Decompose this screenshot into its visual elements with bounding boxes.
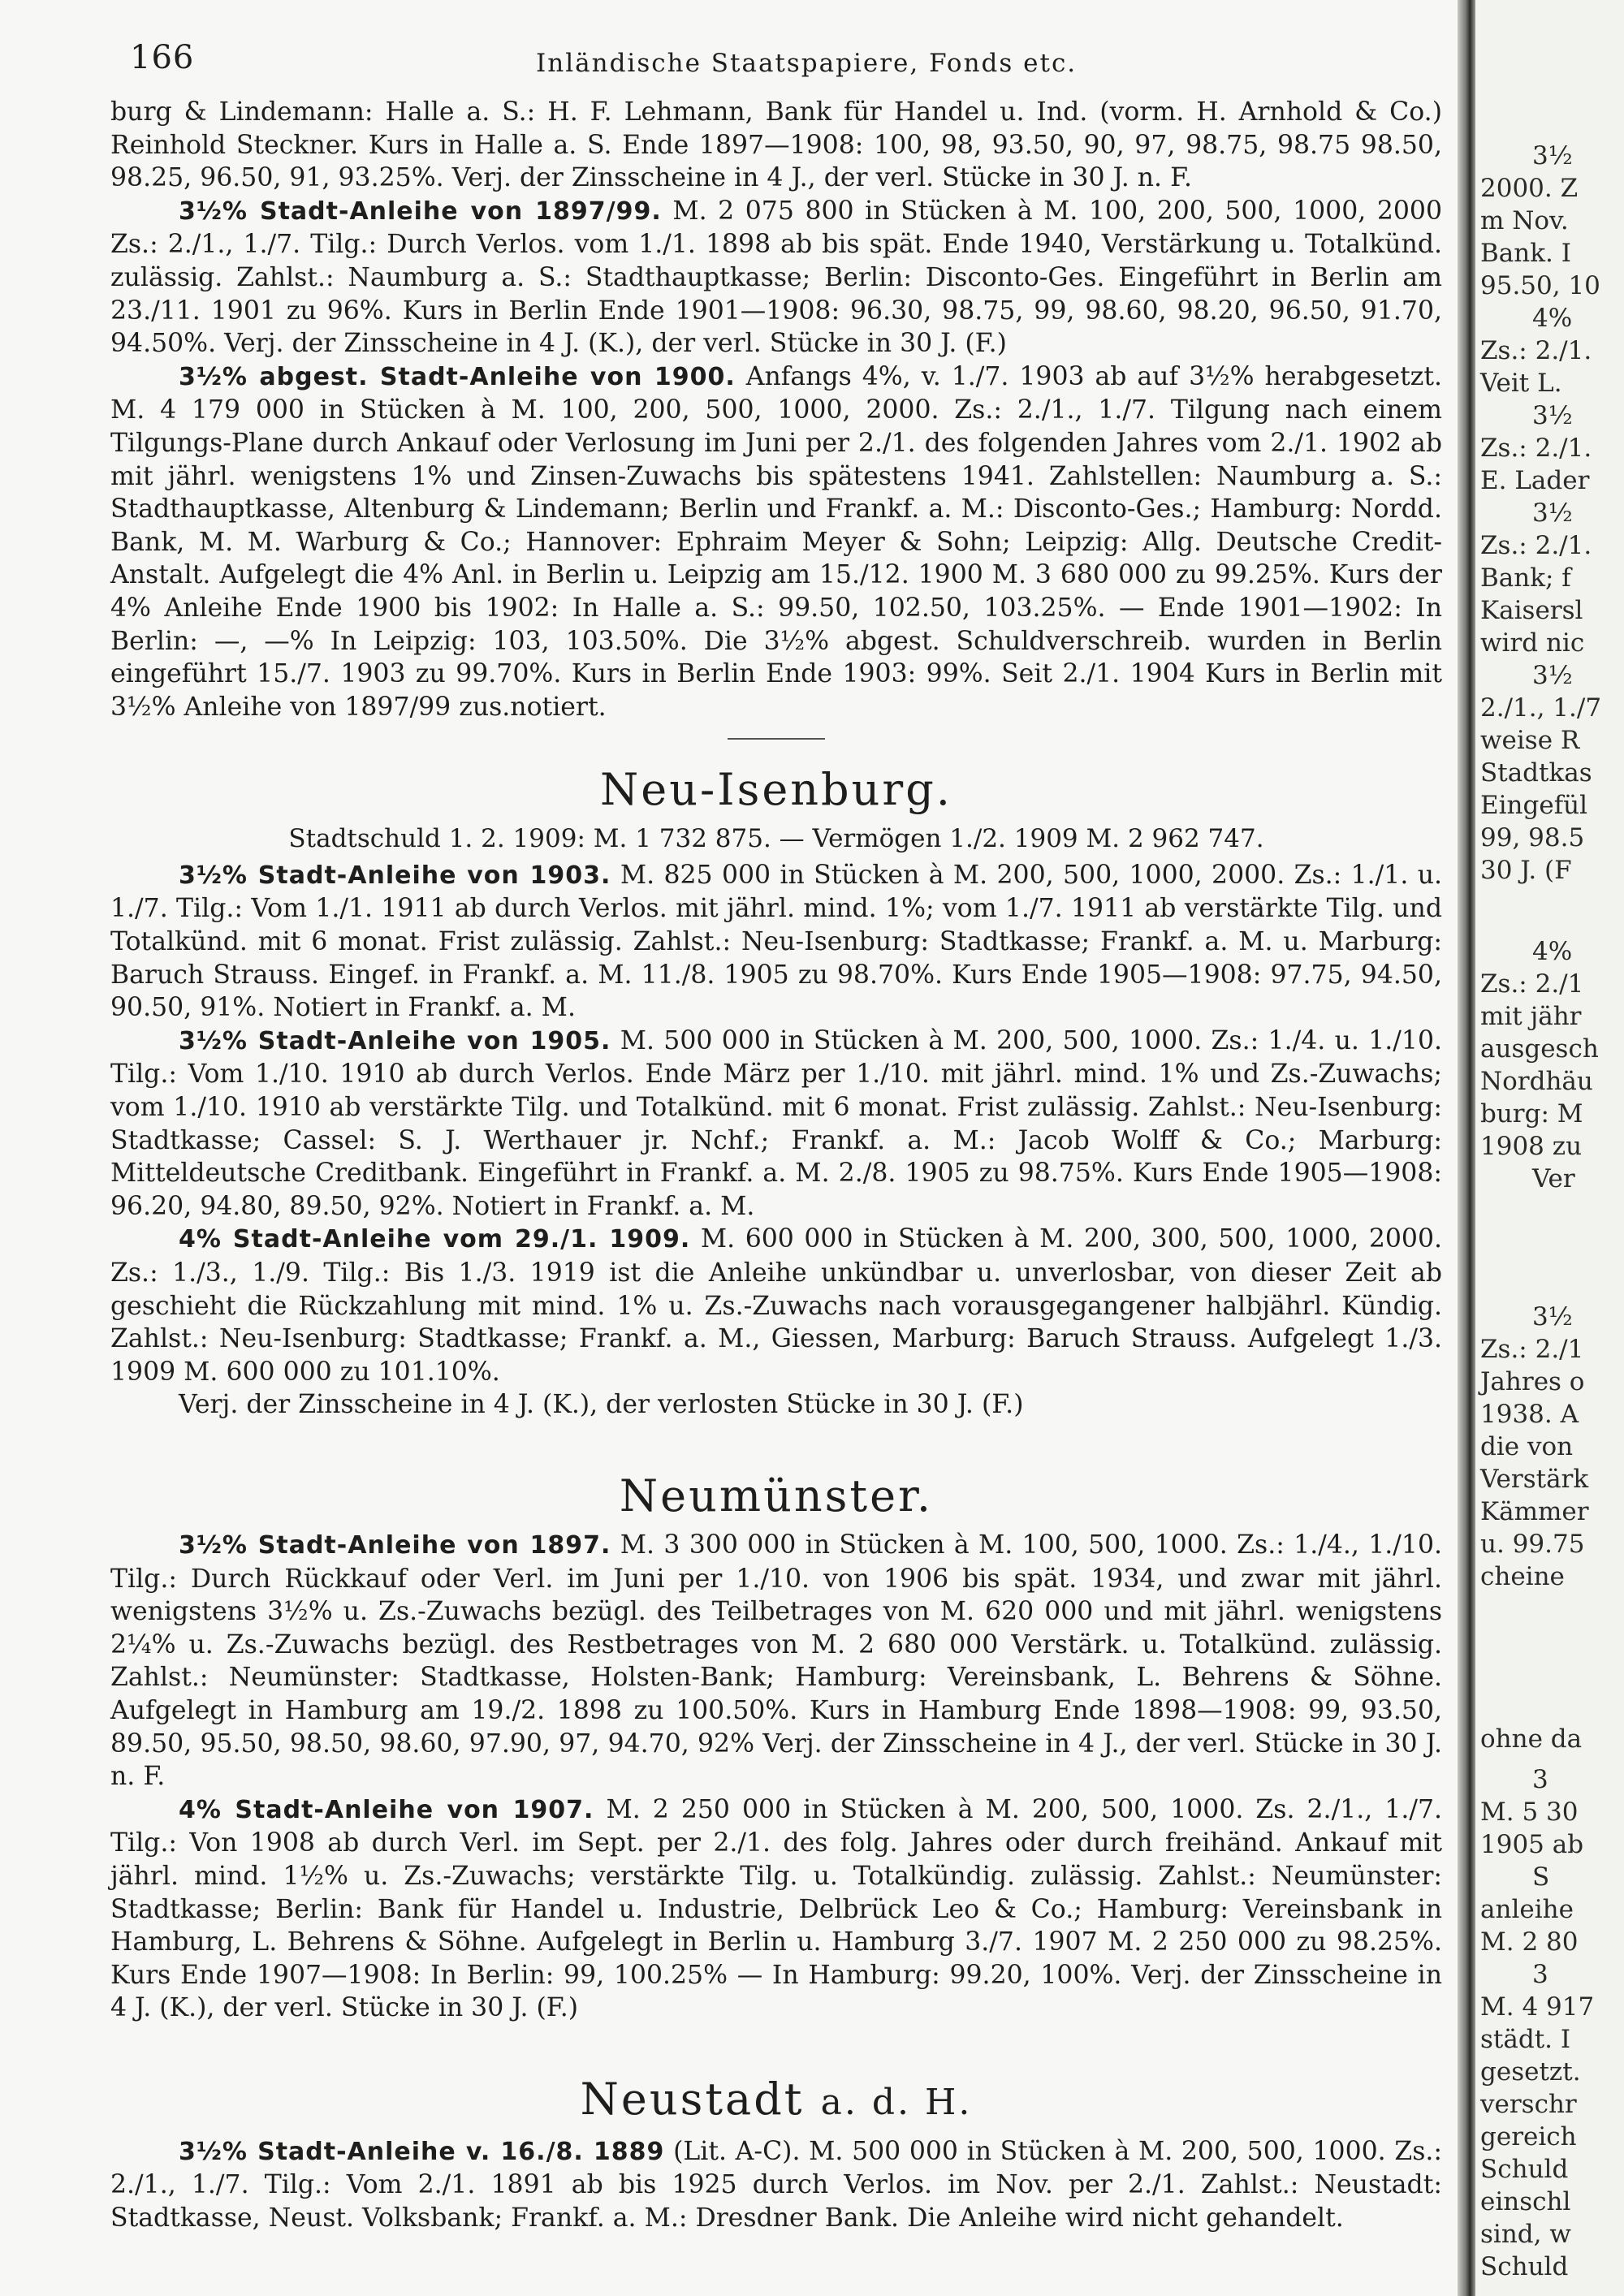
right-page-fragment: 3 [1532, 1765, 1548, 1794]
right-page-fragment: Nordhäu [1480, 1067, 1593, 1096]
section-title-neu-isenburg: Neu-Isenburg. [600, 764, 952, 816]
neu-isenburg-loan-1903 [110, 859, 1442, 1025]
right-page-fragment: 3 [1532, 1960, 1548, 1989]
section-subtitle: Stadtschuld 1. 2. 1909: M. 1 732 875. — Vermögen 1./2. 1909 M. 2 962 747. [288, 824, 1264, 854]
right-page-fragment: 3½ [1532, 401, 1573, 430]
right-page-fragment: Zs.: 2./1. [1480, 434, 1592, 463]
right-page-fragment: Bank. I [1480, 239, 1571, 268]
book-gutter [1458, 0, 1475, 2296]
right-page-fragment: M. 2 80 [1480, 1927, 1579, 1957]
right-page-fragment: 95.50, 10 [1480, 271, 1600, 300]
right-page-fragment: ohne da [1480, 1724, 1583, 1754]
right-page-fragment: gereich [1480, 2122, 1577, 2151]
loan-heading: 3½% Stadt-Anleihe v. 16./8. 1889 [179, 2137, 665, 2166]
running-title: Inländische Staatspapiere, Fonds etc. [536, 49, 1078, 78]
loan-heading: 4% Stadt-Anleihe von 1907. [179, 1795, 594, 1824]
loan-text: M. 600 000 in Stücken à M. 200, 300, 500, 1000, 2000. Zs.: 1./3., 1./9. Tilg.: Bis 1./3. 1919 ist die Anleihe unkündbar u. unverlosbar, von dieser Zeit ab geschieht die Rückzahlung mit mind. 1% u. Zs.-Zuwachs nach vorausgegangener halbjährl. Kündig. Zahlst.: Neu-Isenburg: Stadtkasse; Frankf. a. M., Giessen, Marburg: Baruch Strauss. Aufgelegt 1./3. 1909 M. 600 000 zu 101.10%. [110, 1224, 1442, 1387]
right-page-fragment: 4% [1532, 937, 1573, 966]
right-page-fragment: u. 99.75 [1480, 1530, 1585, 1559]
right-page-fragment: ausgesch [1480, 1034, 1599, 1064]
neustadt-loan-1889 [110, 2135, 1442, 2235]
right-page-fragment: S [1532, 1862, 1550, 1892]
right-page-fragment: Zs.: 2./1. [1480, 336, 1592, 365]
text-column [110, 96, 1442, 2235]
naumburg-loan-1897 [110, 195, 1442, 360]
right-page-fragment: Stadtkas [1480, 758, 1592, 788]
page-number: 166 [130, 39, 195, 76]
loan-text: (Lit. A-C). M. 500 000 in Stücken à M. 200, 500, 1000. Zs.: 2./1., 1./7. Tilg.: Vom 2./1. 1891 ab bis 1925 durch Verlos. im Nov. per 2./1. Zahlst.: Neustadt: Stadtkasse, Neust. Volksbank; Frankf. a. M.: Dresdner Bank. Die Anleihe wird nicht gehandelt. [110, 2136, 1443, 2233]
neu-isenburg-loan-1905 [110, 1025, 1442, 1224]
loan-text: Anfangs 4%, v. 1./7. 1903 ab auf 3½% herabgesetzt. M. 4 179 000 in Stücken à M. 100, 200, 500, 1000, 2000. Zs.: 2./1., 1./7. Tilgung nach einem Tilgungs-Plane durch Ankauf oder Verlosung im Juni per 2./1. des folgenden Jahres vom 2./1. 1902 ab mit jährl. wenigstens 1% und Zinsen-Zuwachs bis spätestens 1941. Zahlstellen: Naumburg a. S.: Stadthauptkasse, Altenburg & Lindemann; Berlin und Frankf. a. M.: Disconto-Ges.; Hamburg: Nordd. Bank, M. M. Warburg & Co.; Hannover: Ephraim Meyer & Sohn; Leipzig: Allg. Deutsche Credit-Anstalt. Aufgelegt die 4% Anl. in Berlin u. Leipzig am 15./12. 1900 M. 3 680 000 zu 99.25%. Kurs der 4% Anleihe Ende 1900 bis 1902: In Halle a. S.: 99.50, 102.50, 103.25%. — Ende 1901—1902: In Berlin: —, —% In Leipzig: 103, 103.50%. Die 3½% abgest. Schuldverschreib. wurden in Berlin eingeführt 15./7. 1903 zu 99.70%. Kurs in Berlin Ende 1903: 99%. Seit 2./1. 1904 Kurs in Berlin mit 3½% Anleihe von 1897/99 zus.notiert. [110, 361, 1443, 722]
right-page-fragment: 2000. Z [1480, 174, 1579, 203]
right-page-fragment: Zs.: 2./1 [1480, 1335, 1584, 1364]
right-page-edge [1475, 0, 1624, 2296]
right-page-fragment: M. 5 30 [1480, 1798, 1579, 1827]
naumburg-loan-1900 [110, 360, 1442, 724]
right-page-fragment: E. Lader [1480, 466, 1590, 495]
right-page-fragment: Veit L. [1480, 369, 1562, 398]
right-page-fragment: Ver [1532, 1164, 1575, 1193]
loan-heading: 3½% Stadt-Anleihe von 1905. [179, 1026, 611, 1055]
neumuenster-loan-1907 [110, 1793, 1442, 2025]
right-page-fragment: 3½ [1532, 661, 1573, 690]
right-page-fragment: 99, 98.5 [1480, 823, 1585, 852]
right-page-fragment: 3½ [1532, 498, 1573, 528]
right-page-fragment: m Nov. [1480, 206, 1569, 235]
right-page-fragment: 4% [1532, 304, 1573, 333]
section-title-neumuenster: Neumünster. [619, 1470, 934, 1521]
right-page-fragment: 3½ [1532, 141, 1573, 170]
section-title-neustadt [110, 2074, 1442, 2129]
right-page-fragment: sind, w [1480, 2220, 1571, 2249]
loan-text: M. 3 300 000 in Stücken à M. 100, 500, 1000. Zs.: 1./4., 1./10. Tilg.: Durch Rückkauf oder Verl. im Juni per 1./10. von 1906 bis spät. 1934, und zwar mit jährl. wenigstens 3½% u. Zs.-Zuwachs bezügl. des Teilbetrages von M. 620 000 und mit jährl. wenigstens 2¼% u. Zs.-Zuwachs bezügl. des Restbetrages von M. 2 680 000 Verstärk. u. Totalkünd. zulässig. Zahlst.: Neumünster: Stadtkasse, Holsten-Bank; Hamburg: Vereinsbank, L. Behrens & Söhne. Aufgelegt in Hamburg am 19./2. 1898 zu 100.50%. Kurs in Hamburg Ende 1898—1908: 99, 93.50, 89.50, 95.50, 98.50, 98.60, 97.90, 97, 94.70, 92% Verj. der Zinsscheine in 4 J., der verl. Stücke in 30 J. n. F. [110, 1530, 1443, 1792]
section-title-main: Neustadt [580, 2073, 805, 2125]
right-page-fragment: Kämmer [1480, 1497, 1589, 1526]
loan-heading: 4% Stadt-Anleihe vom 29./1. 1909. [179, 1225, 691, 1254]
section-divider [728, 738, 825, 740]
loan-heading: 3½% Stadt-Anleihe von 1897/99. [179, 196, 662, 226]
right-page-fragment: Schuld [1480, 2252, 1569, 2281]
right-page-fragment: Zs.: 2./1. [1480, 531, 1592, 560]
neu-isenburg-note: Verj. der Zinsscheine in 4 J. (K.), der verlosten Stücke in 30 J. (F.) [179, 1390, 1024, 1420]
loan-text: M. 2 250 000 in Stücken à M. 200, 500, 1000. Zs. 2./1., 1./7. Tilg.: Von 1908 ab durch Verl. im Sept. per 2./1. des folg. Jahres oder durch freihänd. Ankauf mit jährl. mind. 1½% u. Zs.-Zuwachs; verstärkte Tilg. u. Totalkündig. zulässig. Zahlst.: Neumünster: Stadtkasse; Berlin: Bank für Handel u. Industrie, Delbrück Leo & Co.; Hamburg: Vereinsbank in Hamburg, L. Behrens & Söhne. Aufgelegt in Berlin u. Hamburg 3./7. 1907 M. 2 250 000 zu 98.25%. Kurs Ende 1907—1908: In Berlin: 99, 100.25% — In Hamburg: 99.20, 100%. Verj. der Zinsscheine in 4 J. (K.), der verl. Stücke in 30 J. (F.) [110, 1794, 1443, 2023]
loan-heading: 3½% abgest. Stadt-Anleihe von 1900. [179, 362, 736, 391]
right-page-fragment: burg: M [1480, 1099, 1583, 1129]
right-page-fragment: städt. I [1480, 2025, 1571, 2054]
right-page-fragment: Jahres o [1480, 1367, 1585, 1396]
right-page-fragment: Zs.: 2./1 [1480, 969, 1584, 999]
right-page-fragment: 1938. A [1480, 1400, 1579, 1429]
right-page-fragment: M. 4 917 [1480, 1992, 1595, 2022]
loan-text: M. 2 075 800 in Stücken à M. 100, 200, 500, 1000, 2000 Zs.: 2./1., 1./7. Tilg.: Durch Verlos. vom 1./1. 1898 ab bis spät. Ende 1940, Verstärkung u. Totalkünd. zulässig. Zahlst.: Naumburg a. S.: Stadthauptkasse; Berlin: Disconto-Ges. Eingeführt in Berlin am 23./11. 1901 zu 96%. Kurs in Berlin Ende 1901—1908: 96.30, 98.75, 99, 98.60, 98.20, 96.50, 91.70, 94.50%. Verj. der Zinsscheine in 4 J. (K.), der verl. Stücke in 30 J. (F.) [110, 196, 1443, 359]
right-page-fragment: 2./1., 1./7 [1480, 693, 1602, 723]
right-page-fragment: verschr [1480, 2090, 1577, 2119]
right-page-fragment: wird nic [1480, 628, 1585, 658]
right-page-fragment: mit jähr [1480, 1002, 1582, 1031]
right-page-fragment: einschl [1480, 2187, 1571, 2216]
right-page-fragment: 1905 ab [1480, 1830, 1584, 1859]
right-page-fragment: 1908 zu [1480, 1132, 1583, 1161]
loan-text: M. 500 000 in Stücken à M. 200, 500, 1000. Zs.: 1./4. u. 1./10. Tilg.: Vom 1./10. 1910 ab durch Verlos. Ende März per 1./10. mit jährl. mind. 1% und Zs.-Zuwachs; vom 1./10. 1910 ab verstärkte Tilg. und Totalkünd. mit 6 monat. Frist zulässig. Zahlst.: Neu-Isenburg: Stadtkasse; Cassel: S. J. Werthauer jr. Nchf.; Frankf. a. M.: Jacob Wolff & Co.; Marburg: Mitteldeutsche Creditbank. Eingeführt in Frankf. a. M. 2./8. 1905 zu 98.75%. Kurs Ende 1905—1908: 96.20, 94.80, 89.50, 92%. Notiert in Frankf. a. M. [110, 1025, 1442, 1221]
right-page-fragment: weise R [1480, 726, 1580, 755]
right-page-fragment: Verstärk [1480, 1465, 1589, 1494]
right-page-fragment: gesetzt. [1480, 2057, 1581, 2087]
right-page-fragment: cheine [1480, 1562, 1565, 1591]
naumburg-continued-entry: burg & Lindemann: Halle a. S.: H. F. Lehmann, Bank für Handel u. Ind. (vorm. H. Arnhold & Co.) Reinhold Steckner. Kurs in Halle a. S. Ende 1897—1908: 100, 98, 93.50, 90, 97, 98.75, 98.75 98.50, 98.25, 96.50, 91, 93.25%. Verj. der Zinsscheine in 4 J., der verl. Stücke in 30 J. n. F. [110, 97, 1442, 193]
loan-heading: 3½% Stadt-Anleihe von 1903. [179, 861, 611, 890]
right-page-fragment: 3½ [1532, 1302, 1573, 1331]
right-page-fragment: 30 J. (F [1480, 856, 1572, 885]
right-page-fragment: die von [1480, 1432, 1574, 1461]
neu-isenburg-loan-1909 [110, 1223, 1442, 1388]
right-page-fragment: Bank; f [1480, 563, 1571, 593]
right-page-fragment: Kaisersl [1480, 596, 1583, 625]
page-header [130, 39, 1445, 88]
section-title-suffix: a. d. H. [820, 2081, 973, 2123]
neumuenster-loan-1897 [110, 1529, 1442, 1793]
loan-text: M. 825 000 in Stücken à M. 200, 500, 1000, 2000. Zs.: 1./1. u. 1./7. Tilg.: Vom 1./1. 1911 ab durch Verlos. mit jährl. mind. 1%; vom 1./7. 1911 ab verstärkte Tilg. und Totalkünd. mit 6 monat. Frist zulässig. Zahlst.: Neu-Isenburg: Stadtkasse; Frankf. a. M. u. Marburg: Baruch Strauss. Eingef. in Frankf. a. M. 11./8. 1905 zu 98.70%. Kurs Ende 1905—1908: 97.75, 94.50, 90.50, 91%. Notiert in Frankf. a. M. [110, 860, 1443, 1023]
loan-heading: 3½% Stadt-Anleihe von 1897. [179, 1530, 611, 1560]
right-page-fragment: anleihe [1480, 1895, 1574, 1924]
right-page-fragment: Eingefül [1480, 791, 1588, 820]
right-page-fragment: Schuld [1480, 2155, 1569, 2184]
